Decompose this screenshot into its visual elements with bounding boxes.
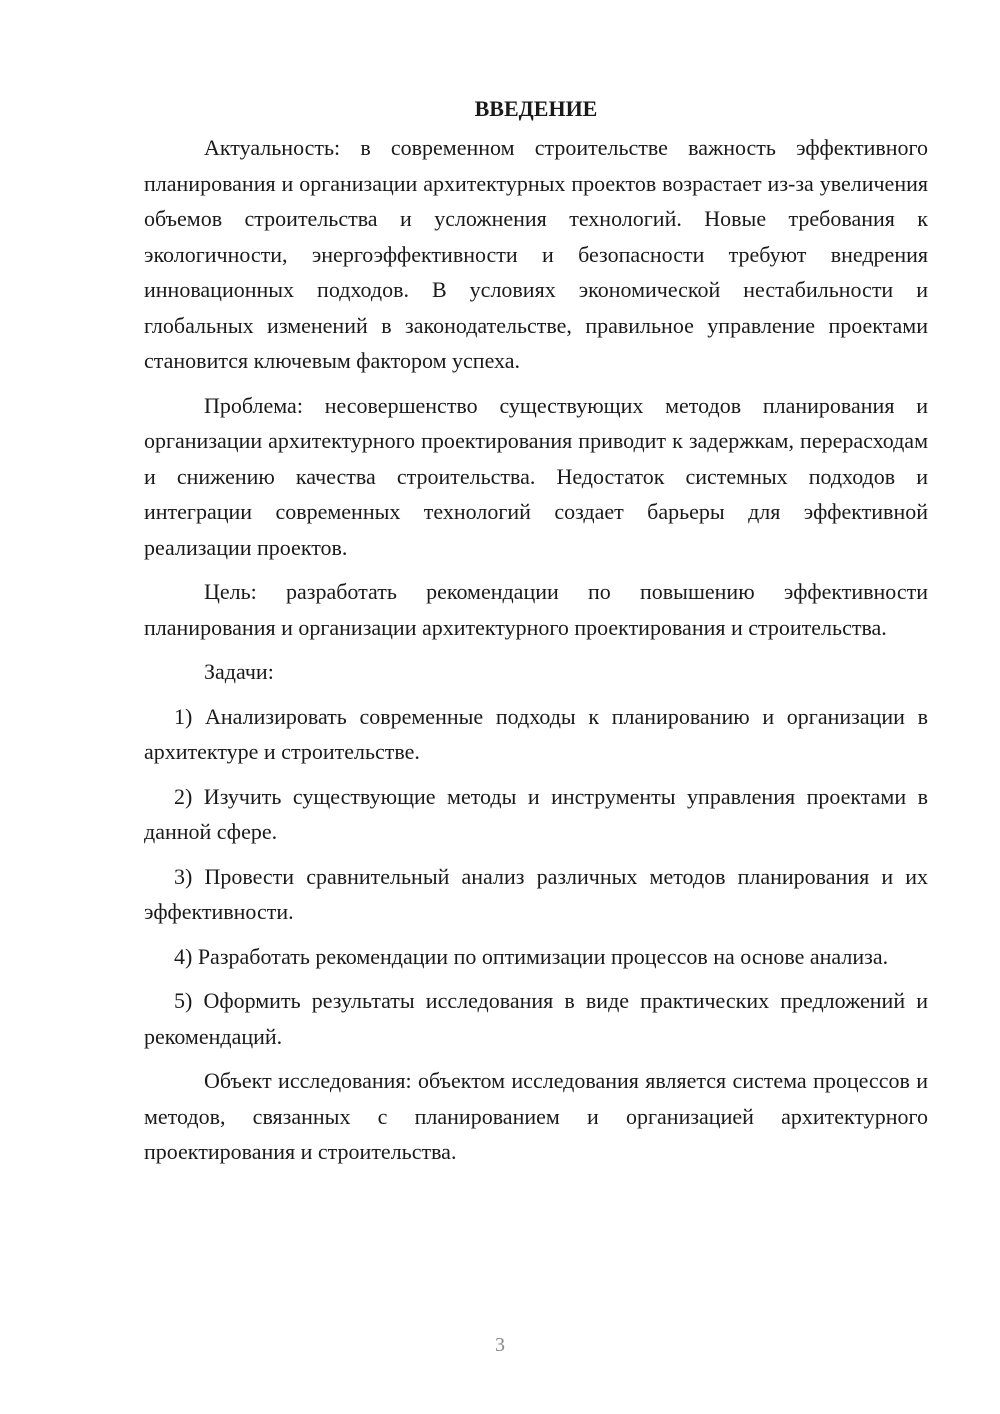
relevance-paragraph: Актуальность: в современном строительстве важность эффективного планирования и организации архитектурных проектов возрастает из-за увеличения объемов строительства и усложнения технологий. Новые требования к экологичности, энергоэффективности и безопасности требуют внедрения инновационных подходов. В условиях экономической нестабильности и глобальных изменений в законодательстве, правильное управление проектами становится ключевым фактором успеха.: [144, 135, 928, 373]
problem-paragraph: Проблема: несовершенство существующих методов планирования и организации архитектурного проектирования приводит к задержкам, перерасходам и снижению качества строительства. Недостаток системных подходов и интеграции современных технологий создает барьеры для эффективной реализации проектов.: [144, 392, 928, 560]
object-paragraph: Объект исследования: объектом исследования является система процессов и методов, связанных с планированием и организацией архитектурного проектирования и строительства.: [144, 1068, 928, 1164]
task-item: 2) Изучить существующие методы и инструменты управления проектами в данной сфере.: [144, 783, 928, 844]
section-title: ВВЕДЕНИЕ: [474, 96, 598, 121]
tasks-heading: Задачи:: [204, 659, 274, 684]
task-item: 3) Провести сравнительный анализ различных методов планирования и их эффективности.: [144, 863, 928, 924]
task-item: 1) Анализировать современные подходы к планированию и организации в архитектуре и строительстве.: [144, 703, 928, 764]
goal-paragraph: Цель: разработать рекомендации по повышению эффективности планирования и организации архитектурного проектирования и строительства.: [144, 579, 928, 640]
task-item: 5) Оформить результаты исследования в виде практических предложений и рекомендаций.: [144, 988, 928, 1049]
page-number: 3: [495, 1334, 505, 1356]
task-item: 4) Разработать рекомендации по оптимизации процессов на основе анализа.: [174, 943, 889, 969]
document-page: [144, 92, 928, 1179]
